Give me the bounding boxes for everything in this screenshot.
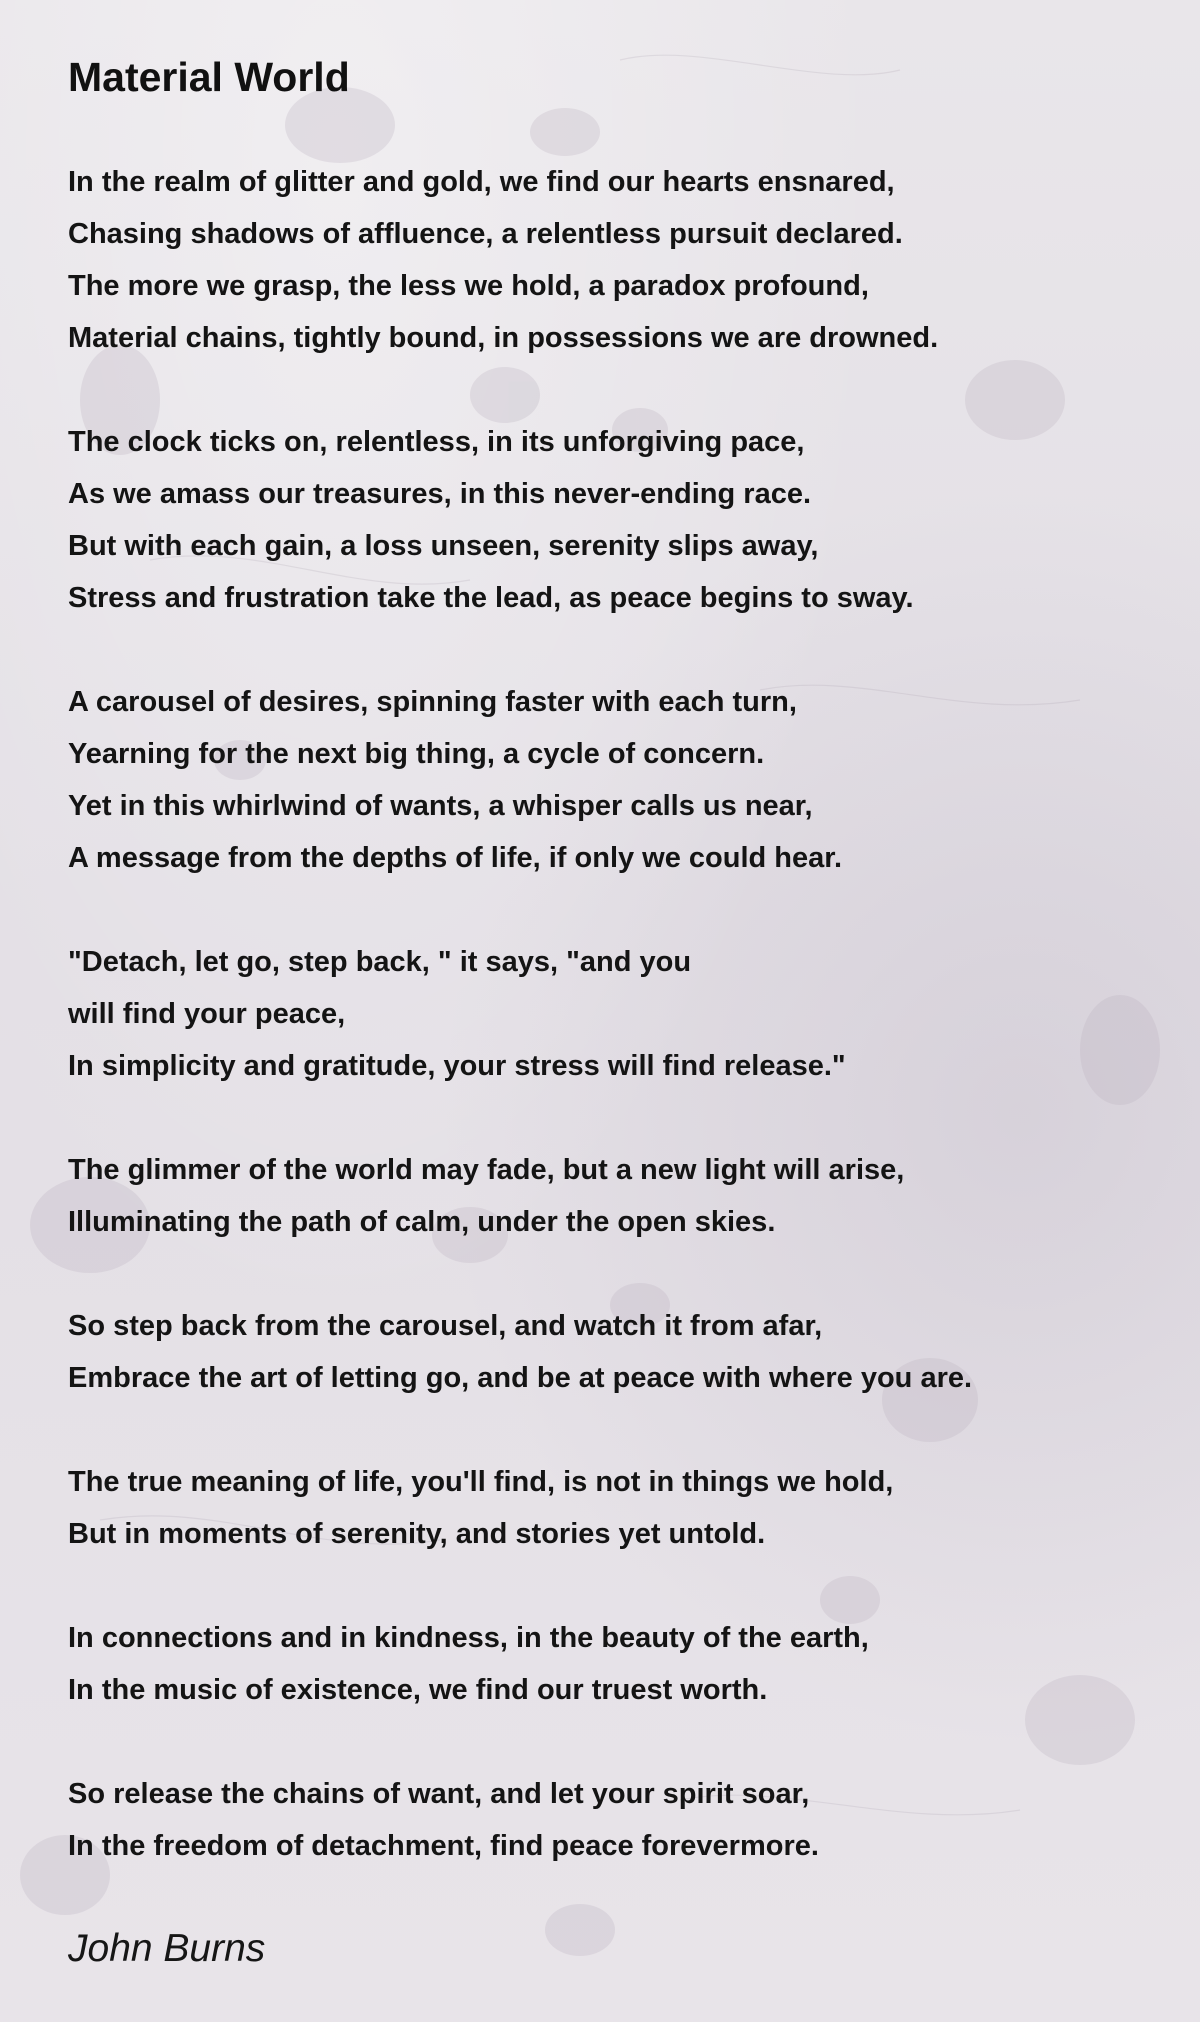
poem-line: In the realm of glitter and gold, we find our hearts ensnared, (68, 166, 895, 198)
poem-line: So release the chains of want, and let your spirit soar, (68, 1778, 810, 1810)
poem-line: In the freedom of detachment, find peace forevermore. (68, 1830, 819, 1862)
stanza-5 (68, 1144, 1168, 1248)
stanza-6 (68, 1300, 1168, 1404)
poem-line: In the music of existence, we find our truest worth. (68, 1674, 768, 1706)
poem-author: John Burns (68, 1927, 266, 1970)
poem-line: In simplicity and gratitude, your stress will find release." (68, 1050, 846, 1082)
poem-line: But in moments of serenity, and stories yet untold. (68, 1518, 766, 1550)
stanza-4 (68, 936, 1168, 1092)
poem-line: In connections and in kindness, in the beauty of the earth, (68, 1622, 869, 1654)
stanza-9 (68, 1768, 1168, 1872)
stanza-1 (68, 156, 1168, 364)
poem-line: Embrace the art of letting go, and be at peace with where you are. (68, 1362, 973, 1394)
stanza-8 (68, 1612, 1168, 1716)
poem-line: A carousel of desires, spinning faster with each turn, (68, 686, 797, 718)
poem-line: The more we grasp, the less we hold, a paradox profound, (68, 270, 869, 302)
poem-line: "Detach, let go, step back, " it says, "and you (68, 946, 692, 978)
poem-line: Yearning for the next big thing, a cycle of concern. (68, 738, 765, 770)
stanza-3 (68, 676, 1168, 884)
poem-title: Material World (68, 54, 350, 100)
stanza-2 (68, 416, 1168, 624)
poem-line: The glimmer of the world may fade, but a new light will arise, (68, 1154, 905, 1186)
poem-line: Illuminating the path of calm, under the open skies. (68, 1206, 776, 1238)
poem-line: A message from the depths of life, if only we could hear. (68, 842, 843, 874)
stanza-7 (68, 1456, 1168, 1560)
poem-line: Chasing shadows of affluence, a relentless pursuit declared. (68, 218, 903, 250)
poem-line: The true meaning of life, you'll find, is not in things we hold, (68, 1466, 894, 1498)
poem-content (68, 48, 1168, 1976)
poem-line: Yet in this whirlwind of wants, a whisper calls us near, (68, 790, 813, 822)
poem-line: Stress and frustration take the lead, as peace begins to sway. (68, 582, 914, 614)
poem-line: But with each gain, a loss unseen, serenity slips away, (68, 530, 819, 562)
poem-line: will find your peace, (68, 998, 346, 1030)
poem-line: So step back from the carousel, and watch it from afar, (68, 1310, 823, 1342)
poem-line: As we amass our treasures, in this never-ending race. (68, 478, 812, 510)
poem-line: Material chains, tightly bound, in possessions we are drowned. (68, 322, 939, 354)
poem-line: The clock ticks on, relentless, in its unforgiving pace, (68, 426, 805, 458)
